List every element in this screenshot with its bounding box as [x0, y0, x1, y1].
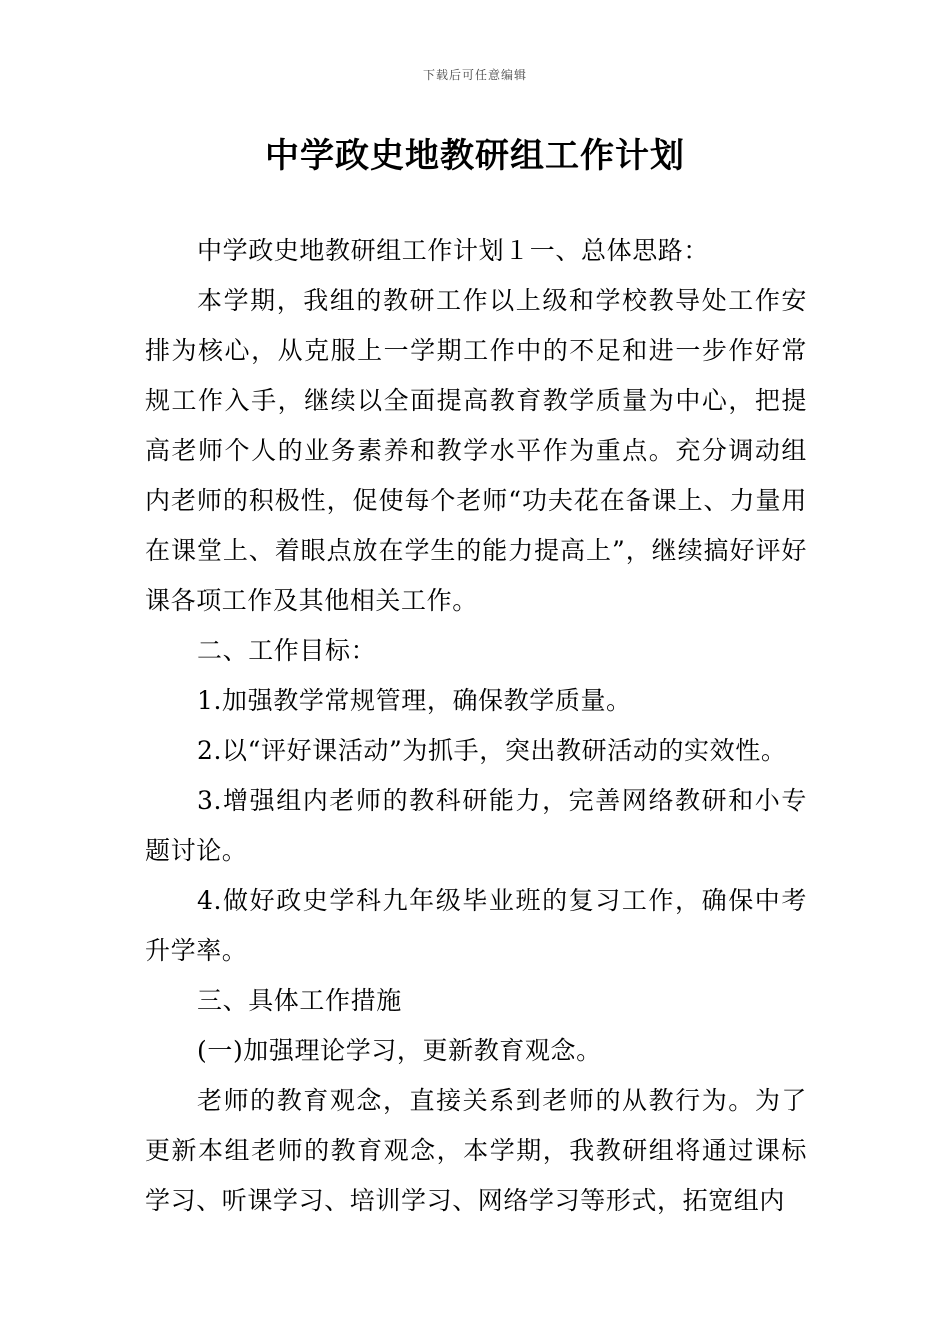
paragraph-overview: 本学期，我组的教研工作以上级和学校教导处工作安排为核心，从克服上一学期工作中的不足和进一步作好常规工作入手，继续以全面提高教育教学质量为中心，把提高老师个人的业务素养和教学水平作为重点。充分调动组内老师的积极性，促使每个老师“功夫花在备课上、力量用在课堂上、着眼点放在学生的能力提高上”，继续搞好评好课各项工作及其他相关工作。 [145, 286, 807, 615]
paragraph-measure-1-heading: (一)加强理论学习，更新教育观念。 [197, 1036, 602, 1065]
paragraph-goal-1: 1.加强教学常规管理，确保教学质量。 [197, 686, 632, 715]
paragraph-goals-heading: 二、工作目标： [197, 636, 377, 665]
paragraph-goal-4: 4.做好政史学科九年级毕业班的复习工作，确保中考升学率。 [145, 886, 807, 965]
paragraph-measure-1-body: 老师的教育观念，直接关系到老师的从教行为。为了更新本组老师的教育观念，本学期，我教研组将通过课标学习、听课学习、培训学习、网络学习等形式，拓宽组内 [145, 1086, 807, 1215]
paragraph-intro: 中学政史地教研组工作计划１一、总体思路： [197, 236, 710, 265]
document-body [145, 226, 807, 1226]
document-title: 中学政史地教研组工作计划 [265, 136, 685, 176]
paragraph-goal-3: 3.增强组内老师的教科研能力，完善网络教研和小专题讨论。 [145, 786, 807, 865]
header-note: 下载后可任意编辑 [422, 68, 527, 82]
paragraph-measures-heading: 三、具体工作措施 [197, 986, 402, 1015]
paragraph-goal-2: 2.以“评好课活动”为抓手，突出教研活动的实效性。 [197, 736, 787, 765]
